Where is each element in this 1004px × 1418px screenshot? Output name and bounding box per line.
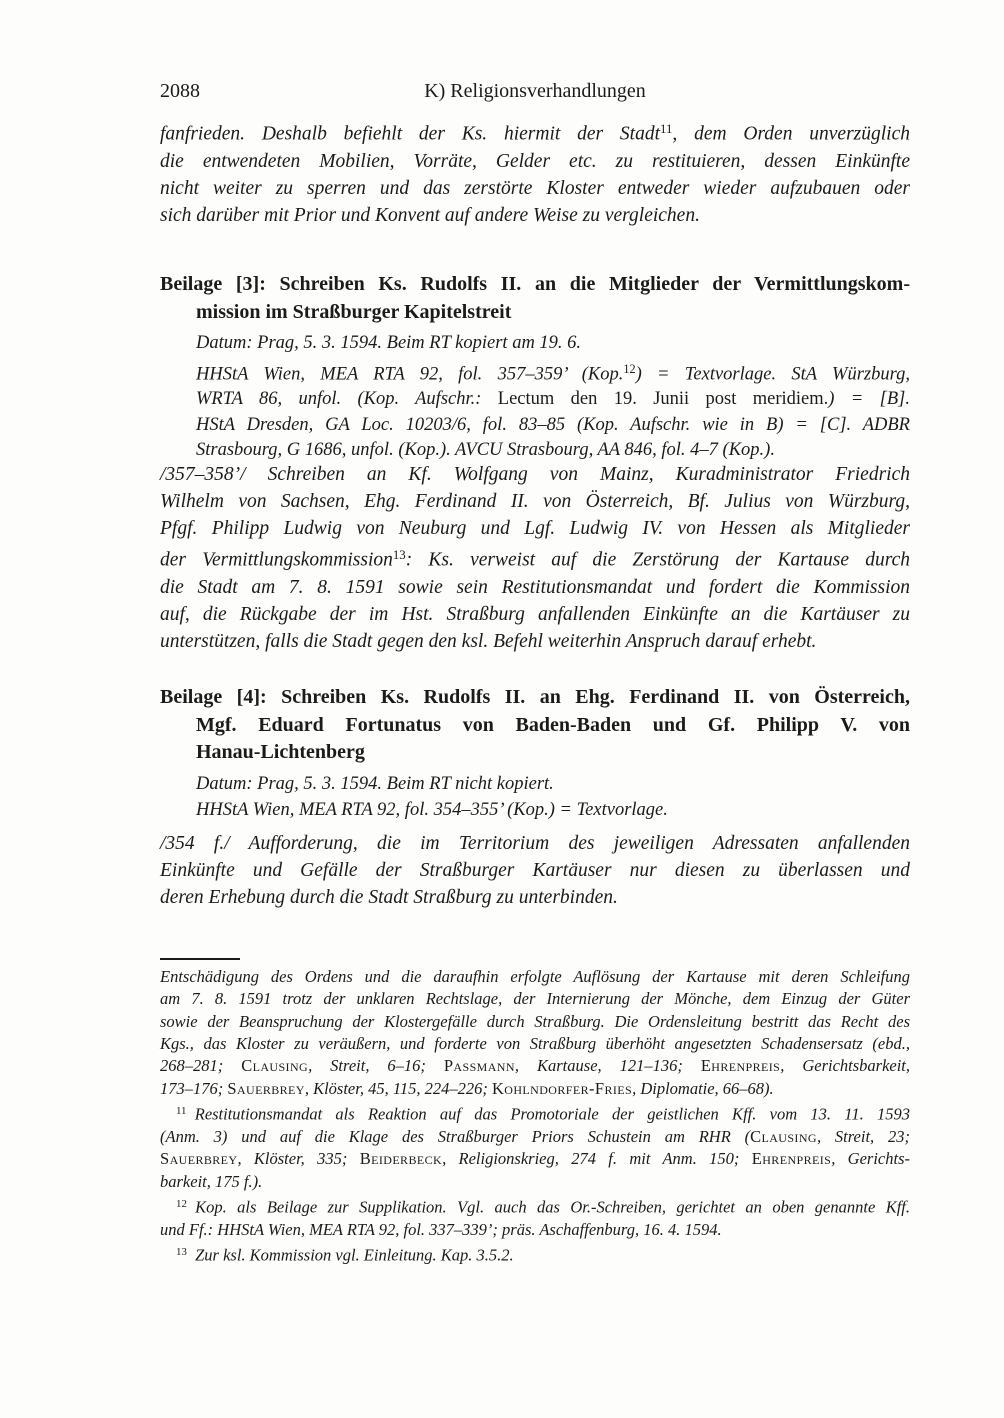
text-segment: Lectum den 19. Junii post meridiem. — [497, 389, 829, 410]
text-segment: , Streit, 23; — [816, 1127, 910, 1147]
text-line — [196, 798, 910, 824]
text-line — [160, 270, 910, 298]
text-line — [160, 1078, 910, 1100]
text-line — [160, 202, 910, 229]
text-line — [160, 830, 910, 857]
text-segment: Beilage [4]: Schreiben Ks. Rudolfs II. an Ehg. Ferdinand II. von Österreich, — [160, 686, 910, 708]
text-segment: Kop. als Beilage zur Supplikation. Vgl. auch das Or.-Schreiben, gerichtet an oben genannte Kff. — [186, 1197, 910, 1217]
text-segment: HHStA Wien, MEA RTA 92, fol. 354–355’ (Kop.) = Textvorlage. — [196, 799, 668, 820]
text-segment: 173–176; — [160, 1078, 228, 1098]
text-segment: Clausing — [750, 1127, 817, 1147]
text-line — [160, 1241, 910, 1267]
text-segment: sowie der Beanspruchung der Klostergefälle durch Straßburg. Die Ordensleitung bestritt das Recht des — [160, 1011, 910, 1031]
text-segment: , Gerichtsbarkeit, — [780, 1056, 911, 1076]
text-line — [196, 772, 910, 798]
text-segment: deren Erhebung durch die Stadt Straßburg zu unterbinden. — [160, 887, 618, 908]
beilage-4-summary — [160, 830, 910, 911]
text-line — [160, 1171, 910, 1193]
text-segment: , Diplomatie, 66–68). — [632, 1078, 774, 1098]
text-segment: , Klöster, 335; — [237, 1149, 360, 1169]
text-segment: die entwendeten Mobilien, Vorräte, Gelder etc. zu restituieren, dessen Einkünfte — [160, 150, 910, 172]
text-line — [160, 684, 910, 712]
text-line — [160, 1100, 910, 1126]
text-line — [160, 1055, 910, 1077]
text-line — [160, 739, 910, 767]
text-line — [160, 175, 910, 202]
text-line — [160, 1011, 910, 1033]
text-segment: Hanau-Lichtenberg — [196, 741, 365, 763]
beilage-3-heading — [160, 270, 910, 326]
text-segment: /354 f./ Aufforderung, die im Territorium des jeweiligen Adressaten anfallenden — [160, 833, 910, 854]
page-number: 2088 — [160, 80, 200, 102]
beilage-3-summary — [160, 461, 910, 655]
text-line — [160, 628, 910, 655]
footnote-13 — [160, 1241, 910, 1267]
text-line — [160, 1033, 910, 1055]
text-segment: Mgf. Eduard Fortunatus von Baden-Baden und Gf. Philipp V. von — [196, 713, 910, 736]
text-segment: Zur ksl. Kommission vgl. Einleitung. Kap. 3.5.2. — [186, 1246, 514, 1266]
text-segment: Clausing — [241, 1056, 309, 1076]
text-line — [196, 387, 910, 413]
text-segment: (Anm. 3) und auf die Klage des Straßburger Priors Schustein am RHR ( — [160, 1127, 751, 1147]
text-segment: Datum: Prag, 5. 3. 1594. Beim RT kopiert am 19. 6. — [196, 333, 582, 353]
text-segment: Pfgf. Philipp Ludwig von Neuburg und Lgf. Ludwig IV. von Hessen als Mitglieder — [160, 518, 910, 539]
text-line — [160, 298, 910, 326]
footnote-marker: 13 — [392, 548, 406, 562]
footnote-marker: 13 — [176, 1246, 187, 1259]
text-segment: die Stadt am 7. 8. 1591 sowie sein Restitutionsmandat und fordert die Kommission — [160, 576, 910, 598]
text-line — [160, 601, 910, 628]
footnote-marker: 12 — [623, 361, 636, 376]
text-line — [160, 966, 910, 988]
text-line — [160, 148, 910, 175]
text-segment: und Ff.: HHStA Wien, MEA RTA 92, fol. 337–339’; präs. Aschaffenburg, 16. 4. 1594. — [160, 1220, 722, 1240]
text-segment: WRTA 86, unfol. (Kop. Aufschr.: — [196, 389, 498, 410]
text-segment: Passmann — [443, 1056, 515, 1076]
text-line — [160, 1219, 910, 1241]
text-segment: Datum: Prag, 5. 3. 1594. Beim RT nicht kopiert. — [196, 774, 554, 794]
text-segment: , Kartause, 121–136; — [514, 1056, 701, 1076]
text-segment: Einkünfte und Gefälle der Straßburger Kartäuser nur diesen zu überlassen und — [160, 860, 910, 881]
text-line — [160, 488, 910, 515]
footnotes-section — [160, 966, 910, 1267]
text-line — [160, 515, 910, 542]
text-segment: Strasbourg, G 1686, unfol. (Kop.). AVCU Strasbourg, AA 846, fol. 4–7 (Kop.). — [196, 440, 775, 461]
page-header — [160, 78, 910, 106]
text-line — [160, 461, 910, 488]
text-segment: sich darüber mit Prior und Konvent auf andere Weise zu vergleichen. — [160, 204, 700, 226]
text-segment: , Streit, 6–16; — [308, 1056, 444, 1076]
footnote-marker: 12 — [176, 1198, 187, 1211]
running-title: K) Religionsverhandlungen — [424, 80, 646, 102]
text-segment: Restitutionsmandat als Reaktion auf das Promotoriale der geistlichen Kff. vom 13. 11. 1593 — [186, 1104, 910, 1124]
footnote-12 — [160, 1193, 910, 1241]
text-line — [160, 1193, 910, 1219]
beilage-4-source-block — [196, 772, 910, 823]
text-segment: ) = Textvorlage. StA Würzburg, — [635, 363, 910, 384]
text-line — [160, 574, 910, 601]
text-line — [160, 1148, 910, 1170]
text-line — [160, 542, 910, 574]
text-segment: fanfrieden. Deshalb befiehlt der Ks. hiermit der Stadt — [160, 123, 660, 145]
text-line — [160, 1126, 910, 1148]
text-segment: /357–358’/ Schreiben an Kf. Wolfgang von Mainz, Kuradministrator Friedrich — [160, 464, 910, 485]
footnote-marker: 11 — [660, 122, 673, 136]
text-segment: Beilage [3]: Schreiben Ks. Rudolfs II. an die Mitglieder der Vermittlungskom- — [160, 273, 910, 295]
text-segment: Kohlndorfer-Fries — [491, 1078, 633, 1098]
text-line — [160, 116, 910, 148]
text-segment: Sauerbrey — [227, 1078, 305, 1098]
text-segment: nicht weiter zu sperren und das zerstörte Kloster entweder wieder aufzubauen oder — [160, 177, 910, 199]
footnote-10-continuation — [160, 966, 910, 1100]
footnote-marker: 11 — [176, 1105, 187, 1118]
text-column — [160, 0, 910, 1418]
text-segment: ) = [B]. — [828, 389, 910, 410]
text-segment: , dem Orden unverzüglich — [672, 123, 910, 145]
text-segment: Beiderbeck — [359, 1149, 443, 1169]
text-segment: , Klöster, 45, 115, 224–226; — [304, 1078, 492, 1098]
text-segment: : Ks. verweist auf die Zerstörung der Kartause durch — [405, 549, 910, 571]
text-line — [196, 331, 910, 357]
text-line — [160, 712, 910, 740]
text-line — [196, 413, 910, 439]
text-segment: unterstützen, falls die Stadt gegen den ksl. Befehl weiterhin Anspruch darauf erhebt. — [160, 630, 817, 652]
text-segment: auf, die Rückgabe der im Hst. Straßburg anfallenden Einkünfte an die Kartäuser zu — [160, 603, 910, 625]
text-line — [196, 357, 910, 388]
footnote-separator-rule — [160, 958, 240, 960]
intro-paragraph — [160, 116, 910, 229]
text-segment: , Gerichts- — [831, 1149, 910, 1169]
text-line — [160, 857, 910, 884]
beilage-3-source-block — [196, 331, 910, 464]
text-segment: HHStA Wien, MEA RTA 92, fol. 357–359’ (Kop. — [196, 363, 624, 384]
text-segment: barkeit, 175 f.). — [160, 1171, 263, 1191]
text-segment: Entschädigung des Ordens und die daraufhin erfolgte Auflösung der Kartause mit deren Schleifung — [160, 967, 910, 986]
text-segment: Sauerbrey — [160, 1149, 238, 1169]
text-segment: Ehrenpreis — [751, 1149, 832, 1169]
text-segment: mission im Straßburger Kapitelstreit — [196, 301, 512, 323]
text-line — [160, 884, 910, 911]
footnote-11 — [160, 1100, 910, 1193]
text-segment: HStA Dresden, GA Loc. 10203/6, fol. 83–85 (Kop. Aufschr. wie in B) = [C]. ADBR — [196, 414, 910, 435]
text-segment: der Vermittlungskommission — [160, 549, 393, 571]
beilage-4-heading — [160, 684, 910, 767]
text-segment: 268–281; — [160, 1056, 242, 1076]
text-segment: Ehrenpreis — [700, 1056, 781, 1076]
text-segment: Kgs., das Kloster zu veräußern, und forderte von Straßburg überhöht angesetzten Schadensersatz (ebd., — [160, 1034, 910, 1054]
text-segment: am 7. 8. 1591 trotz der unklaren Rechtslage, der Internierung der Mönche, dem Einzug der Güter — [160, 989, 910, 1009]
text-line — [160, 988, 910, 1010]
text-segment: Wilhelm von Sachsen, Ehg. Ferdinand II. von Österreich, Bf. Julius von Würzburg, — [160, 491, 910, 512]
text-segment: , Religionskrieg, 274 f. mit Anm. 150; — [442, 1149, 752, 1169]
